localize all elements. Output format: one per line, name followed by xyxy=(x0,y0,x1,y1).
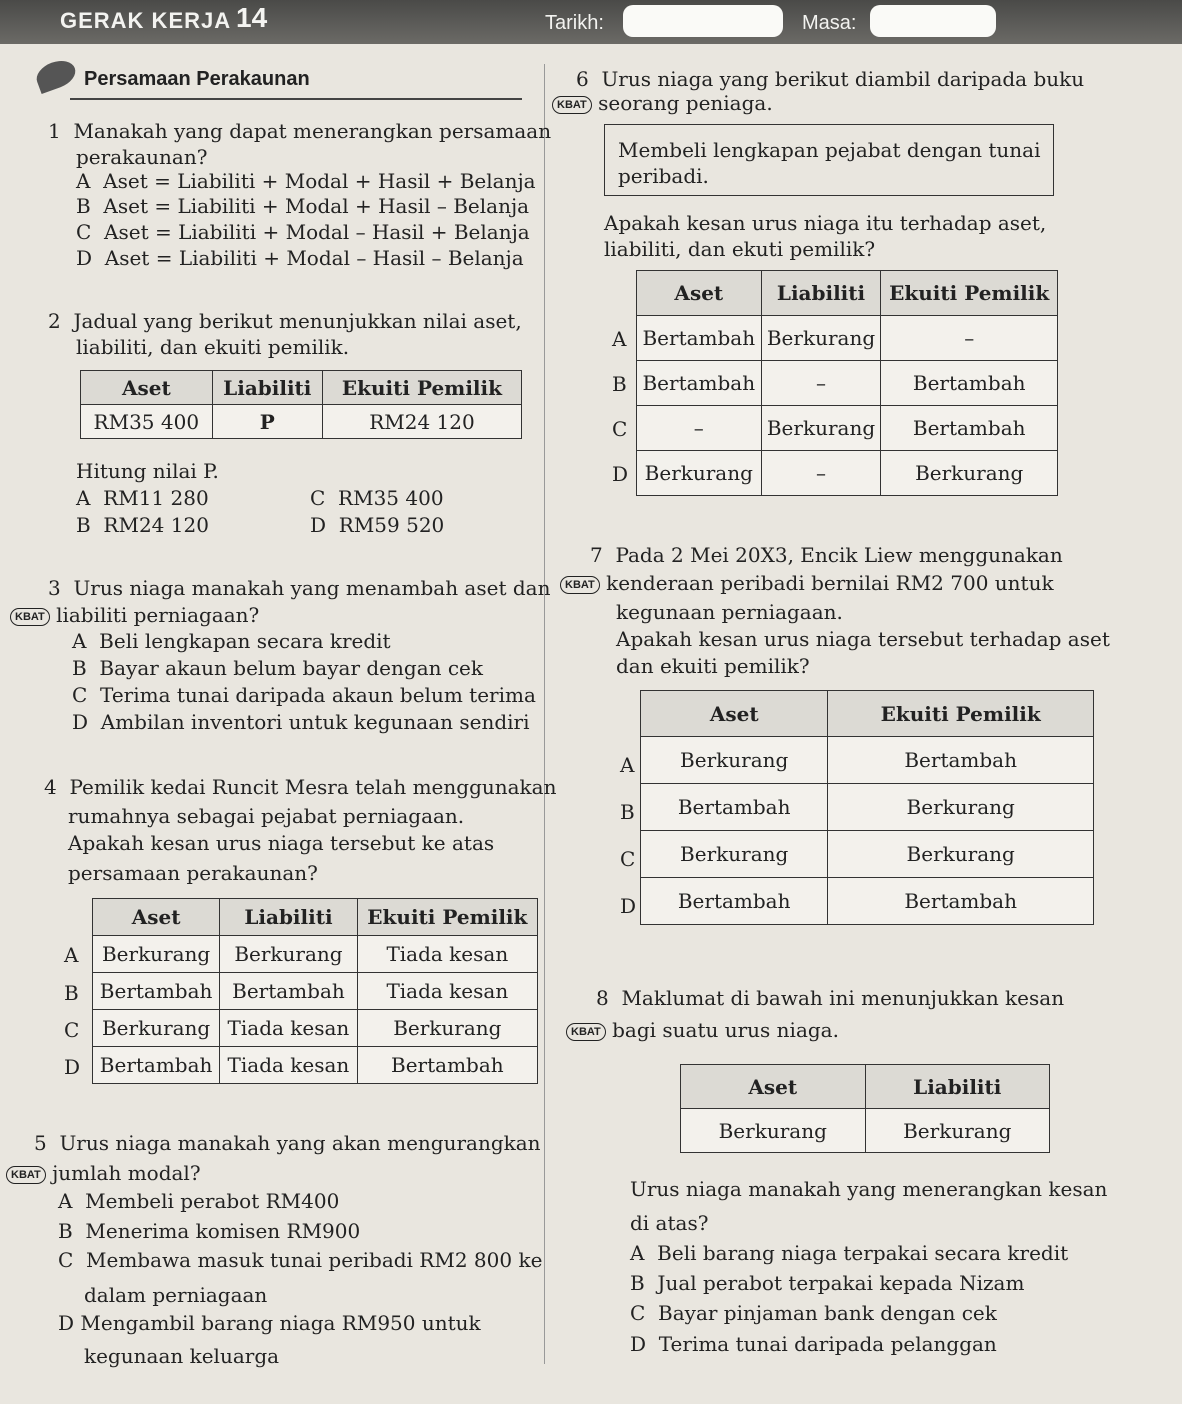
q3-option-c[interactable]: C Terima tunai daripada akaun belum terima xyxy=(72,683,536,707)
q4-row-a[interactable]: Berkurang Berkurang Tiada kesan xyxy=(93,936,538,973)
worksheet-title: GERAK KERJA xyxy=(60,8,232,33)
q7-stem-line5: dan ekuiti pemilik? xyxy=(616,654,810,678)
q5-option-b[interactable]: B Menerima komisen RM900 xyxy=(58,1219,361,1243)
q4-stem-line4: persamaan perakaunan? xyxy=(68,861,318,885)
q3-option-d[interactable]: D Ambilan inventori untuk kegunaan sendiri xyxy=(72,710,530,734)
divider xyxy=(70,98,522,100)
q4-table xyxy=(92,898,538,1084)
q4-row-b[interactable]: Bertambah Bertambah Tiada kesan xyxy=(93,973,538,1010)
q2-stem: 2 Jadual yang berikut menunjukkan nilai aset, xyxy=(48,309,522,333)
q2-header-aset: Aset xyxy=(81,371,213,405)
q6-row-c-letter: C xyxy=(612,417,628,441)
kbat-badge: KBAT xyxy=(552,96,592,114)
header-bar xyxy=(0,0,1182,44)
q3-option-b[interactable]: B Bayar akaun belum bayar dengan cek xyxy=(72,656,484,680)
q7-stem-line4: Apakah kesan urus niaga tersebut terhadap aset xyxy=(616,627,1110,651)
q4-row-d[interactable]: Bertambah Tiada kesan Bertambah xyxy=(93,1047,538,1084)
kbat-badge: KBAT xyxy=(566,1023,606,1041)
q5-option-d-line2: kegunaan keluarga xyxy=(84,1344,280,1368)
q3-option-a[interactable]: A Beli lengkapan secara kredit xyxy=(72,629,391,653)
q4-stem: 4 Pemilik kedai Runcit Mesra telah menggunakan xyxy=(44,775,557,799)
q7-row-a-letter: A xyxy=(620,753,635,777)
q7-row-a[interactable]: Berkurang Bertambah xyxy=(641,737,1094,784)
q2-question: Hitung nilai P. xyxy=(76,459,219,483)
q1-option-d[interactable]: D Aset = Liabiliti + Modal – Hasil – Belanja xyxy=(76,246,524,270)
q8-header-liabiliti: Liabiliti xyxy=(865,1065,1050,1109)
q4-row-c[interactable]: Berkurang Tiada kesan Berkurang xyxy=(93,1010,538,1047)
q7-row-b-letter: B xyxy=(620,800,635,824)
q2-option-d[interactable]: D RM59 520 xyxy=(310,513,445,537)
q8-option-b[interactable]: B Jual perabot terpakai kepada Nizam xyxy=(630,1271,1025,1295)
q3-stem-line2: KBAT liabiliti perniagaan? xyxy=(10,602,259,628)
q2-header-liabiliti: Liabiliti xyxy=(212,371,322,405)
q4-row-d-letter: D xyxy=(64,1055,81,1079)
q6-header-liabiliti: Liabiliti xyxy=(761,271,881,316)
q2-header-ekuiti: Ekuiti Pemilik xyxy=(322,371,521,405)
column-divider xyxy=(544,64,545,1364)
time-field[interactable] xyxy=(870,5,996,37)
q4-header-aset: Aset xyxy=(93,899,220,936)
q4-stem-line2: rumahnya sebagai pejabat perniagaan. xyxy=(68,804,465,828)
q1-stem-line2: perakaunan? xyxy=(76,145,208,169)
q8-stem-line2: KBAT bagi suatu urus niaga. xyxy=(566,1017,839,1043)
q5-option-a[interactable]: A Membeli perabot RM400 xyxy=(58,1189,340,1213)
q6-box-line1: Membeli lengkapan pejabat dengan tunai xyxy=(618,138,1041,162)
q2-option-c[interactable]: C RM35 400 xyxy=(310,486,444,510)
q1-option-a[interactable]: A Aset = Liabiliti + Modal + Hasil + Belanja xyxy=(76,169,536,193)
q5-stem-line2: KBAT jumlah modal? xyxy=(6,1160,201,1186)
q7-row-d-letter: D xyxy=(620,894,637,918)
q6-header-aset: Aset xyxy=(637,271,762,316)
q6-stem-line2: KBAT seorang peniaga. xyxy=(552,90,773,116)
q8-question-line2: di atas? xyxy=(630,1211,709,1235)
q4-row-c-letter: C xyxy=(64,1018,80,1042)
leaf-icon xyxy=(33,56,79,94)
q2-stem-line2: liabiliti, dan ekuiti pemilik. xyxy=(76,335,350,359)
q6-row-d[interactable]: Berkurang – Berkurang xyxy=(637,451,1058,496)
q6-row-a-letter: A xyxy=(612,327,627,351)
q5-stem: 5 Urus niaga manakah yang akan mengurangkan xyxy=(34,1131,541,1155)
kbat-badge: KBAT xyxy=(10,608,50,626)
q8-header-aset: Aset xyxy=(681,1065,866,1109)
q2-cell-ekuiti: RM24 120 xyxy=(322,405,521,439)
q2-option-b[interactable]: B RM24 120 xyxy=(76,513,209,537)
q1-option-c[interactable]: C Aset = Liabiliti + Modal – Hasil + Belanja xyxy=(76,220,530,244)
q7-header-aset: Aset xyxy=(641,691,828,737)
q8-cell-liabiliti: Berkurang xyxy=(865,1109,1050,1153)
section-title: Persamaan Perakaunan xyxy=(84,68,310,90)
q8-option-c[interactable]: C Bayar pinjaman bank dengan cek xyxy=(630,1301,997,1325)
q6-box-line2: peribadi. xyxy=(618,164,709,188)
q6-question-line1: Apakah kesan urus niaga itu terhadap aset, xyxy=(604,211,1047,235)
q6-row-b-letter: B xyxy=(612,372,627,396)
q8-stem: 8 Maklumat di bawah ini menunjukkan kesan xyxy=(596,986,1065,1010)
time-label: Masa: xyxy=(802,12,857,34)
q1-stem: 1 Manakah yang dapat menerangkan persamaan xyxy=(48,119,552,143)
q6-row-c[interactable]: – Berkurang Bertambah xyxy=(637,406,1058,451)
q7-header-ekuiti: Ekuiti Pemilik xyxy=(828,691,1094,737)
q6-question-line2: liabiliti, dan ekuti pemilik? xyxy=(604,237,876,261)
q6-table xyxy=(636,270,1058,496)
q7-stem: 7 Pada 2 Mei 20X3, Encik Liew menggunakan xyxy=(590,543,1063,567)
q4-row-b-letter: B xyxy=(64,981,79,1005)
q8-option-d[interactable]: D Terima tunai daripada pelanggan xyxy=(630,1332,997,1356)
q8-table xyxy=(680,1064,1050,1153)
q7-row-b[interactable]: Bertambah Berkurang xyxy=(641,784,1094,831)
q6-stem: 6 Urus niaga yang berikut diambil daripada buku xyxy=(576,67,1085,91)
q2-cell-aset: RM35 400 xyxy=(81,405,213,439)
q6-row-d-letter: D xyxy=(612,462,629,486)
q6-row-b[interactable]: Bertambah – Bertambah xyxy=(637,361,1058,406)
q7-row-c[interactable]: Berkurang Berkurang xyxy=(641,831,1094,878)
q2-cell-liabiliti: P xyxy=(212,405,322,439)
q2-option-a[interactable]: A RM11 280 xyxy=(76,486,209,510)
q7-stem-line3: kegunaan perniagaan. xyxy=(616,600,843,624)
q5-option-c[interactable]: C Membawa masuk tunai peribadi RM2 800 ke xyxy=(58,1248,543,1272)
date-label: Tarikh: xyxy=(545,12,604,34)
q1-option-b[interactable]: B Aset = Liabiliti + Modal + Hasil – Belanja xyxy=(76,194,530,218)
q2-table xyxy=(80,370,522,439)
worksheet-number: 14 xyxy=(236,2,268,33)
q3-stem: 3 Urus niaga manakah yang menambah aset dan xyxy=(48,576,551,600)
q7-stem-line2: KBAT kenderaan peribadi bernilai RM2 700 untuk xyxy=(560,570,1054,596)
q7-row-d[interactable]: Bertambah Bertambah xyxy=(641,878,1094,925)
q4-header-liabiliti: Liabiliti xyxy=(220,899,357,936)
q5-option-c-line2: dalam perniagaan xyxy=(84,1283,268,1307)
q8-option-a[interactable]: A Beli barang niaga terpakai secara kredit xyxy=(630,1241,1069,1265)
q8-cell-aset: Berkurang xyxy=(681,1109,866,1153)
q4-header-ekuiti: Ekuiti Pemilik xyxy=(357,899,537,936)
q7-row-c-letter: C xyxy=(620,847,636,871)
q4-row-a-letter: A xyxy=(64,943,79,967)
q7-table xyxy=(640,690,1094,925)
q6-header-ekuiti: Ekuiti Pemilik xyxy=(881,271,1058,316)
q8-question-line1: Urus niaga manakah yang menerangkan kesan xyxy=(630,1177,1108,1201)
kbat-badge: KBAT xyxy=(6,1166,46,1184)
q6-row-a[interactable]: Bertambah Berkurang – xyxy=(637,316,1058,361)
q4-stem-line3: Apakah kesan urus niaga tersebut ke atas xyxy=(68,831,495,855)
kbat-badge: KBAT xyxy=(560,576,600,594)
q5-option-d[interactable]: D Mengambil barang niaga RM950 untuk xyxy=(58,1311,481,1335)
date-field[interactable] xyxy=(623,5,783,37)
